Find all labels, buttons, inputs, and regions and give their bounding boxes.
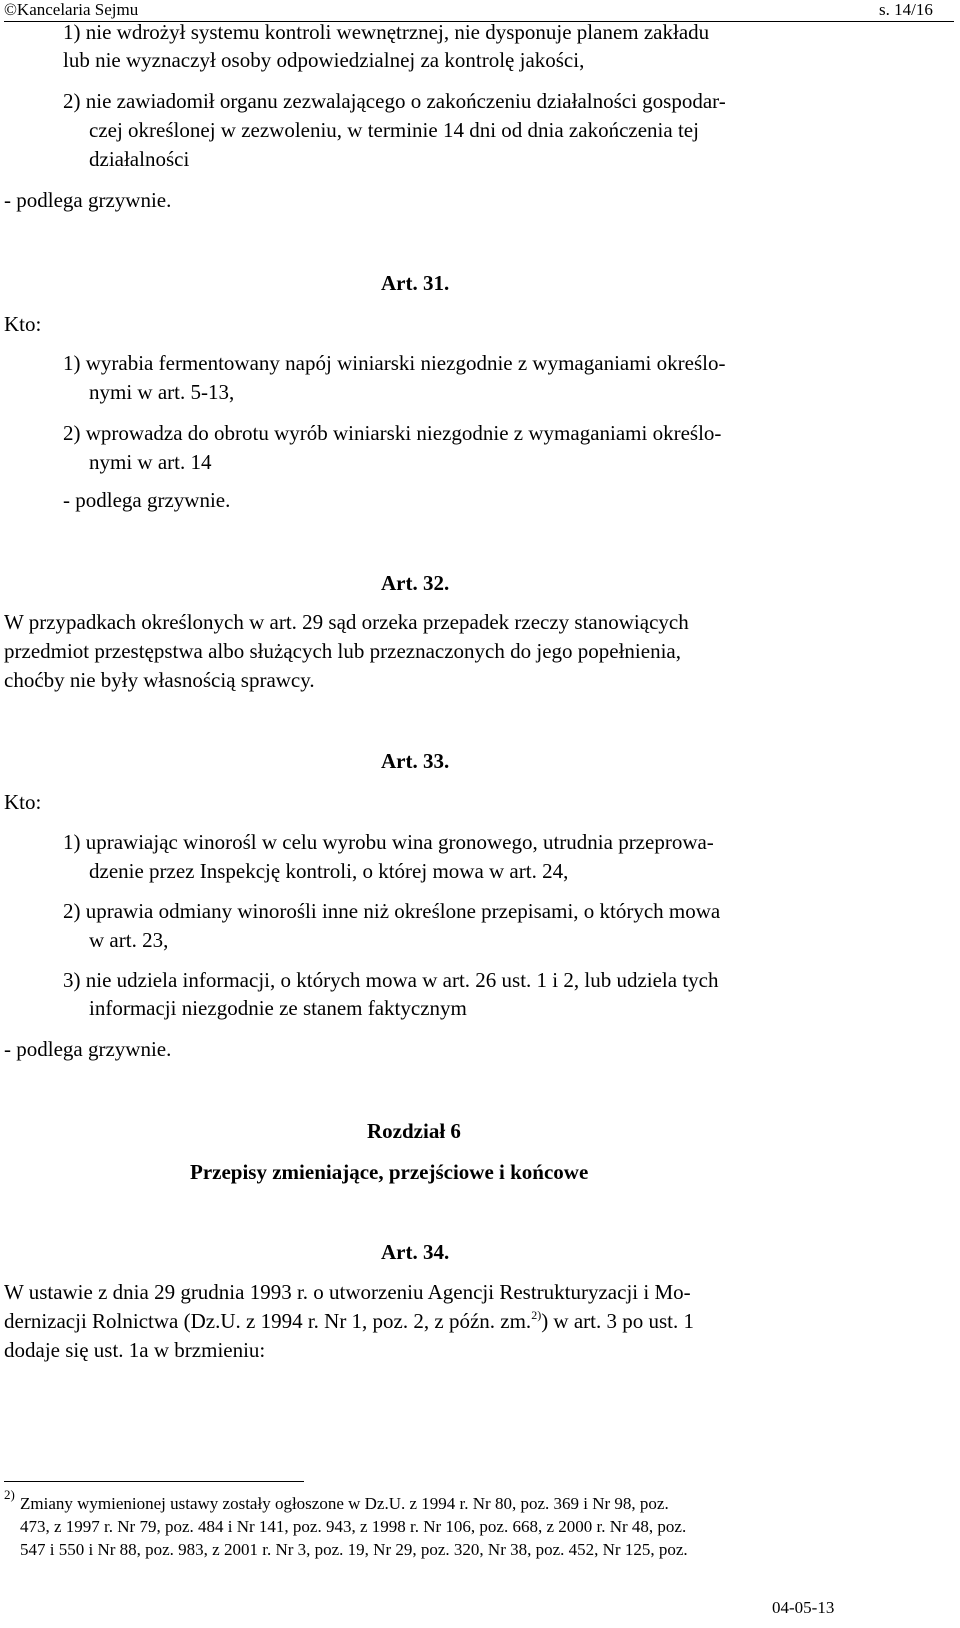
chapter-title: Rozdział 6 (367, 1119, 461, 1143)
art32-line2: przedmiot przestępstwa albo służących lub przeznaczonych do jego popełnienia, (4, 639, 681, 663)
art30-item2-line2: czej określonej w zezwoleniu, w terminie 14 dni od dnia zakończenia tej (89, 118, 699, 142)
art33-item3-line1: 3) nie udziela informacji, o których mowa w art. 26 ust. 1 i 2, lub udziela tych (63, 968, 719, 992)
header-page-number: s. 14/16 (879, 0, 933, 19)
header-source: ©Kancelaria Sejmu (4, 0, 139, 19)
art33-item2-line1: 2) uprawia odmiany winorośli inne niż określone przepisami, o których mowa (63, 899, 721, 923)
art33-kto: Kto: (4, 790, 42, 814)
art31-heading: Art. 31. (381, 271, 450, 295)
page-date: 04-05-13 (772, 1598, 835, 1617)
art33-item2-line2: w art. 23, (89, 928, 169, 952)
art34-line1: W ustawie z dnia 29 grudnia 1993 r. o utworzeniu Agencji Restrukturyzacji i Mo- (4, 1280, 691, 1304)
art32-heading: Art. 32. (381, 571, 450, 595)
art30-penalty: - podlega grzywnie. (4, 188, 172, 212)
footnote-line3: 547 i 550 i Nr 88, poz. 983, z 2001 r. Nr 3, poz. 19, Nr 29, poz. 320, Nr 38, poz. 452, Nr 125, poz. (20, 1540, 688, 1559)
footnote-reference[interactable]: 2) (531, 1308, 542, 1322)
chapter-subtitle: Przepisy zmieniające, przejściowe i końcowe (190, 1160, 589, 1184)
footnote-line1: Zmiany wymienionej ustawy zostały ogłoszone w Dz.U. z 1994 r. Nr 80, poz. 369 i Nr 98, poz. (20, 1494, 669, 1513)
art30-item1-line2: lub nie wyznaczył osoby odpowiedzialnej za kontrolę jakości, (63, 48, 585, 72)
art33-item3-line2: informacji niezgodnie ze stanem faktycznym (89, 996, 467, 1020)
footnote-marker: 2) (4, 1487, 15, 1502)
art31-item2-line2: nymi w art. 14 (89, 450, 212, 474)
art31-kto: Kto: (4, 312, 42, 336)
art33-item1-line1: 1) uprawiając winorośl w celu wyrobu wina gronowego, utrudnia przeprowa- (63, 830, 714, 854)
art34-line2-end: ) w art. 3 po ust. 1 (541, 1309, 695, 1333)
art31-item1-line2: nymi w art. 5-13, (89, 380, 235, 404)
art32-line1: W przypadkach określonych w art. 29 sąd orzeka przepadek rzeczy stanowiących (4, 610, 689, 634)
art30-item1-line1: 1) nie wdrożył systemu kontroli wewnętrznej, nie dysponuje planem zakładu (63, 20, 710, 44)
art31-item2-line1: 2) wprowadza do obrotu wyrób winiarski niezgodnie z wymaganiami określo- (63, 421, 722, 445)
art31-item1-line1: 1) wyrabia fermentowany napój winiarski niezgodnie z wymaganiami określo- (63, 351, 726, 375)
art33-penalty: - podlega grzywnie. (4, 1037, 172, 1061)
art33-heading: Art. 33. (381, 749, 450, 773)
art30-item2-line3: działalności (89, 147, 190, 171)
art34-heading: Art. 34. (381, 1240, 450, 1264)
art34-line2 (4, 1309, 694, 1334)
footnote-divider (4, 1481, 304, 1482)
footnote-line2: 473, z 1997 r. Nr 79, poz. 484 i Nr 141, poz. 943, z 1998 r. Nr 106, poz. 668, z 2000 r. Nr 48, poz. (20, 1517, 687, 1536)
art31-penalty: - podlega grzywnie. (63, 488, 231, 512)
art34-line2-start: dernizacji Rolnictwa (Dz.U. z 1994 r. Nr 1, poz. 2, z późn. zm. (4, 1309, 532, 1333)
art30-item2-line1: 2) nie zawiadomił organu zezwalającego o zakończeniu działalności gospodar- (63, 89, 726, 113)
art33-item1-line2: dzenie przez Inspekcję kontroli, o której mowa w art. 24, (89, 859, 569, 883)
art32-line3: choćby nie były własnością sprawcy. (4, 668, 315, 692)
art34-line3: dodaje się ust. 1a w brzmieniu: (4, 1338, 266, 1362)
